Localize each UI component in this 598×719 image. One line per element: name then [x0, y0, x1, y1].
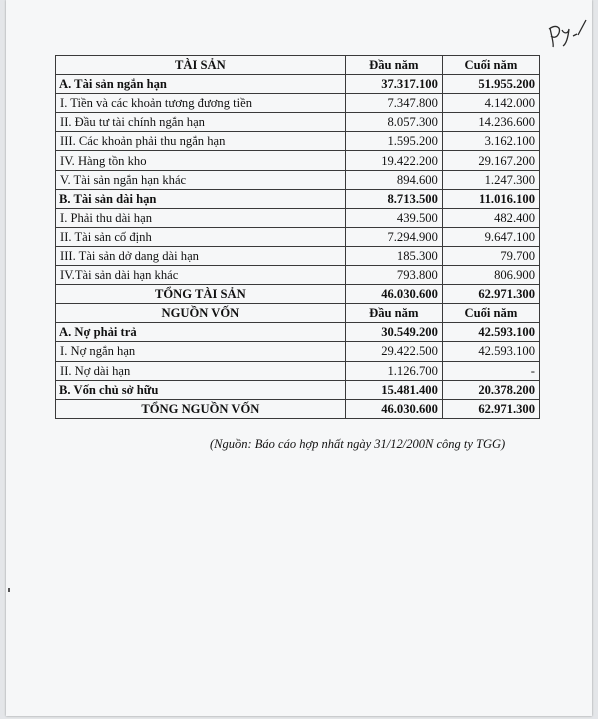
table-row [56, 266, 540, 285]
row-begin: 894.600 [345, 170, 442, 189]
header-capital: NGUỒN VỐN [56, 304, 346, 323]
row-begin: 793.800 [345, 266, 442, 285]
row-label: IV. Hàng tồn kho [56, 151, 346, 170]
row-end: 62.971.300 [442, 399, 539, 418]
row-label: I. Tiền và các khoản tương đương tiền [56, 94, 346, 113]
row-label: A. Nợ phải trả [56, 323, 346, 342]
row-label: B. Tài sản dài hạn [56, 189, 346, 208]
row-label: TỔNG TÀI SẢN [56, 285, 346, 304]
table-row [56, 132, 540, 151]
row-end: 806.900 [442, 266, 539, 285]
row-label: I. Nợ ngắn hạn [56, 342, 346, 361]
header-end: Cuối năm [442, 304, 539, 323]
row-end: 51.955.200 [442, 75, 539, 94]
row-end: 29.167.200 [442, 151, 539, 170]
row-end: 79.700 [442, 246, 539, 265]
row-end: 20.378.200 [442, 380, 539, 399]
row-begin: 1.126.700 [345, 361, 442, 380]
row-end: 3.162.100 [442, 132, 539, 151]
row-end: 1.247.300 [442, 170, 539, 189]
row-begin: 7.347.800 [345, 94, 442, 113]
table-row [56, 151, 540, 170]
table-row [56, 246, 540, 265]
balance-sheet-table [55, 55, 540, 419]
document-page [6, 0, 592, 716]
row-label: IV.Tài sản dài hạn khác [56, 266, 346, 285]
row-label: B. Vốn chủ sở hữu [56, 380, 346, 399]
header-end: Cuối năm [442, 56, 539, 75]
header-asset: TÀI SẢN [56, 56, 346, 75]
row-begin: 15.481.400 [345, 380, 442, 399]
row-begin: 185.300 [345, 246, 442, 265]
row-begin: 46.030.600 [345, 285, 442, 304]
margin-mark [8, 588, 10, 592]
row-begin: 30.549.200 [345, 323, 442, 342]
row-label: TỔNG NGUỒN VỐN [56, 399, 346, 418]
row-end: 14.236.600 [442, 113, 539, 132]
row-begin: 8.057.300 [345, 113, 442, 132]
row-label: III. Các khoản phải thu ngắn hạn [56, 132, 346, 151]
source-note: (Nguồn: Báo cáo hợp nhất ngày 31/12/200N công ty TGG) [210, 437, 506, 451]
table-row [56, 208, 540, 227]
handwritten-signature [542, 14, 590, 50]
table-header-row [56, 56, 540, 75]
capital-header-row [56, 304, 540, 323]
row-end: 4.142.000 [442, 94, 539, 113]
table-row [56, 75, 540, 94]
row-begin: 7.294.900 [345, 227, 442, 246]
header-begin: Đầu năm [345, 304, 442, 323]
row-end: - [442, 361, 539, 380]
total-assets-row [56, 285, 540, 304]
row-begin: 37.317.100 [345, 75, 442, 94]
row-begin: 46.030.600 [345, 399, 442, 418]
row-begin: 439.500 [345, 208, 442, 227]
row-label: II. Tài sản cố định [56, 227, 346, 246]
table-row [56, 380, 540, 399]
table-row [56, 94, 540, 113]
header-begin: Đầu năm [345, 56, 442, 75]
row-label: V. Tài sản ngắn hạn khác [56, 170, 346, 189]
row-begin: 8.713.500 [345, 189, 442, 208]
table-row [56, 170, 540, 189]
row-begin: 19.422.200 [345, 151, 442, 170]
row-label: II. Nợ dài hạn [56, 361, 346, 380]
row-end: 42.593.100 [442, 342, 539, 361]
row-end: 62.971.300 [442, 285, 539, 304]
row-end: 11.016.100 [442, 189, 539, 208]
table-row [56, 113, 540, 132]
table-row [56, 361, 540, 380]
row-begin: 1.595.200 [345, 132, 442, 151]
total-capital-row [56, 399, 540, 418]
row-label: A. Tài sản ngắn hạn [56, 75, 346, 94]
row-end: 42.593.100 [442, 323, 539, 342]
row-label: III. Tài sản dở dang dài hạn [56, 246, 346, 265]
table-row [56, 323, 540, 342]
row-begin: 29.422.500 [345, 342, 442, 361]
table-row [56, 342, 540, 361]
row-label: II. Đầu tư tài chính ngắn hạn [56, 113, 346, 132]
row-end: 482.400 [442, 208, 539, 227]
row-label: I. Phải thu dài hạn [56, 208, 346, 227]
table-row [56, 227, 540, 246]
row-end: 9.647.100 [442, 227, 539, 246]
table-row [56, 189, 540, 208]
